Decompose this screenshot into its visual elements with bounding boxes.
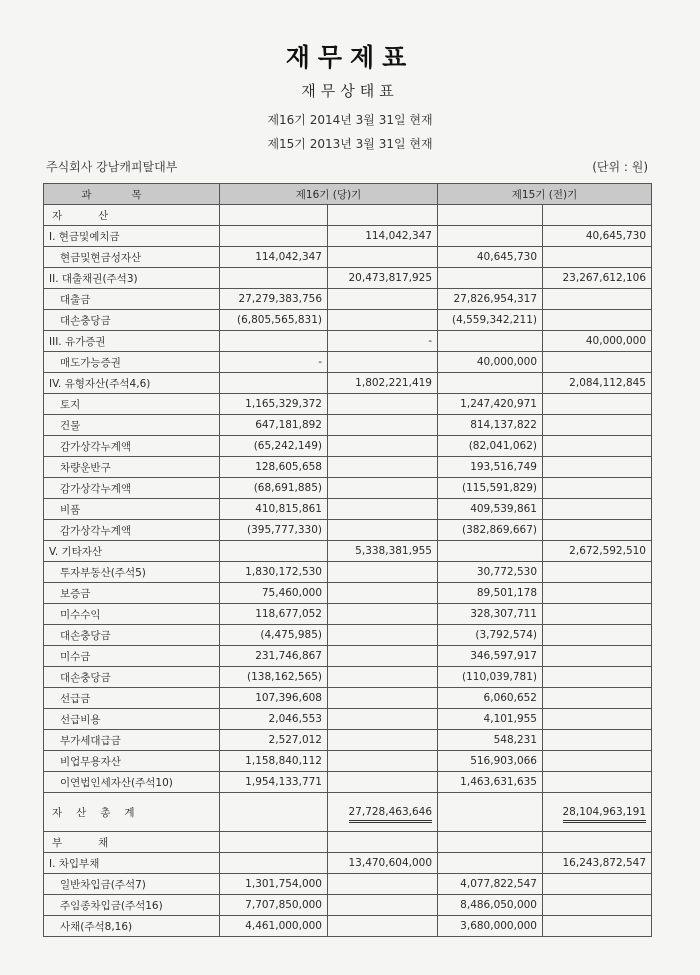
prior-total-cell (543, 667, 652, 688)
prior-detail-cell: 516,903,066 (438, 751, 543, 772)
prior-detail-cell (438, 793, 543, 832)
prior-total-cell (543, 730, 652, 751)
prior-total-cell (543, 520, 652, 541)
current-total-cell (328, 772, 438, 793)
current-total-cell (328, 730, 438, 751)
prior-detail-cell (438, 226, 543, 247)
prior-detail-cell: 193,516,749 (438, 457, 543, 478)
table-row (44, 646, 652, 667)
current-total-cell (328, 709, 438, 730)
prior-detail-cell: 346,597,917 (438, 646, 543, 667)
current-detail-cell: 4,461,000,000 (220, 916, 328, 937)
prior-total-cell (543, 874, 652, 895)
account-cell: I. 차입부채 (44, 853, 220, 874)
account-cell: 대손충당금 (44, 310, 220, 331)
current-detail-cell (220, 373, 328, 394)
current-detail-cell: 231,746,867 (220, 646, 328, 667)
prior-detail-cell (438, 541, 543, 562)
table-row (44, 583, 652, 604)
prior-detail-cell: 40,645,730 (438, 247, 543, 268)
prior-detail-cell: (115,591,829) (438, 478, 543, 499)
table-header-row (44, 184, 652, 205)
current-total-cell (328, 895, 438, 916)
prior-detail-cell: 1,247,420,971 (438, 394, 543, 415)
current-total-cell: 13,470,604,000 (328, 853, 438, 874)
balance-sheet-table (43, 183, 652, 937)
total-row (44, 793, 652, 832)
prior-total-cell (543, 478, 652, 499)
account-cell: 선급비용 (44, 709, 220, 730)
prior-detail-cell: (3,792,574) (438, 625, 543, 646)
table-row (44, 667, 652, 688)
prior-total-cell (543, 499, 652, 520)
current-total-cell (328, 499, 438, 520)
account-cell: 주임종차입금(주석16) (44, 895, 220, 916)
prior-total-cell: 2,672,592,510 (543, 541, 652, 562)
account-cell: 자산총계 (44, 793, 220, 832)
prior-total-cell: 16,243,872,547 (543, 853, 652, 874)
current-total-cell: - (328, 331, 438, 352)
prior-total-cell: 40,645,730 (543, 226, 652, 247)
table-row (44, 268, 652, 289)
prior-total-cell: 23,267,612,106 (543, 268, 652, 289)
current-detail-cell: (395,777,330) (220, 520, 328, 541)
current-total-cell (328, 415, 438, 436)
table-row (44, 895, 652, 916)
prior-detail-cell: 6,060,652 (438, 688, 543, 709)
prior-detail-cell (438, 331, 543, 352)
account-cell: 감가상각누계액 (44, 478, 220, 499)
table-row (44, 874, 652, 895)
account-cell: 보증금 (44, 583, 220, 604)
account-cell: 선급금 (44, 688, 220, 709)
account-cell: 대출금 (44, 289, 220, 310)
prior-total-cell (543, 205, 652, 226)
current-detail-cell: 128,605,658 (220, 457, 328, 478)
account-cell: 매도가능증권 (44, 352, 220, 373)
current-total-cell (328, 625, 438, 646)
current-total-cell (328, 604, 438, 625)
prior-total-cell (543, 625, 652, 646)
current-detail-cell (220, 853, 328, 874)
current-total-cell (328, 751, 438, 772)
current-detail-cell: 647,181,892 (220, 415, 328, 436)
account-cell: III. 유가증권 (44, 331, 220, 352)
current-detail-cell (220, 541, 328, 562)
account-cell: II. 대출채권(주석3) (44, 268, 220, 289)
current-detail-cell (220, 205, 328, 226)
account-cell: 토지 (44, 394, 220, 415)
prior-detail-cell (438, 373, 543, 394)
prior-total-cell (543, 646, 652, 667)
current-total-cell (328, 289, 438, 310)
table-row (44, 415, 652, 436)
prior-total-cell (543, 793, 652, 832)
prior-total-cell: 2,084,112,845 (543, 373, 652, 394)
table-row (44, 373, 652, 394)
account-cell: V. 기타자산 (44, 541, 220, 562)
table-row (44, 730, 652, 751)
table-row (44, 478, 652, 499)
prior-total-cell (543, 457, 652, 478)
current-total-cell (328, 247, 438, 268)
table-row (44, 457, 652, 478)
prior-total-cell (543, 436, 652, 457)
current-total-cell (328, 667, 438, 688)
table-row (44, 499, 652, 520)
current-total-cell (328, 394, 438, 415)
prior-total-cell: 40,000,000 (543, 331, 652, 352)
current-total-cell (328, 874, 438, 895)
prior-total-cell (543, 895, 652, 916)
table-row (44, 436, 652, 457)
prior-detail-cell: 4,077,822,547 (438, 874, 543, 895)
account-cell: 일반차입금(주석7) (44, 874, 220, 895)
current-detail-cell (220, 832, 328, 853)
prior-detail-cell: 1,463,631,635 (438, 772, 543, 793)
current-total-cell (328, 310, 438, 331)
current-detail-cell: 410,815,861 (220, 499, 328, 520)
prior-total-cell (543, 583, 652, 604)
account-cell: 대손충당금 (44, 667, 220, 688)
account-cell: 차량운반구 (44, 457, 220, 478)
current-total-cell (328, 688, 438, 709)
account-cell: 사채(주석8,16) (44, 916, 220, 937)
table-row (44, 331, 652, 352)
current-total-cell (328, 352, 438, 373)
header-account: 과목 (44, 184, 220, 205)
current-total-cell (328, 916, 438, 937)
prior-detail-cell: 409,539,861 (438, 499, 543, 520)
current-total-cell (328, 478, 438, 499)
current-total-cell (328, 583, 438, 604)
table-row (44, 772, 652, 793)
section-row (44, 832, 652, 853)
table-row (44, 289, 652, 310)
account-cell: 비업무용자산 (44, 751, 220, 772)
prior-total-cell (543, 394, 652, 415)
current-detail-cell: (68,691,885) (220, 478, 328, 499)
account-cell: 미수수익 (44, 604, 220, 625)
unit-label: (단위 : 원) (592, 160, 648, 174)
prior-total-cell (543, 310, 652, 331)
account-cell: IV. 유형자산(주석4,6) (44, 373, 220, 394)
current-detail-cell: 2,527,012 (220, 730, 328, 751)
total-value: 28,104,963,191 (563, 806, 647, 823)
prior-total-cell (543, 562, 652, 583)
period-prior: 제15기 2013년 3월 31일 현재 (267, 137, 433, 151)
prior-detail-cell (438, 832, 543, 853)
table-row (44, 916, 652, 937)
prior-total-cell (543, 772, 652, 793)
account-cell: 감가상각누계액 (44, 520, 220, 541)
prior-detail-cell: 89,501,178 (438, 583, 543, 604)
table-row (44, 226, 652, 247)
table-row (44, 709, 652, 730)
current-total-cell (328, 646, 438, 667)
table-row (44, 520, 652, 541)
prior-total-cell (543, 751, 652, 772)
prior-detail-cell: 814,137,822 (438, 415, 543, 436)
current-total-cell (328, 436, 438, 457)
account-cell: 건물 (44, 415, 220, 436)
current-detail-cell: 107,396,608 (220, 688, 328, 709)
current-detail-cell: 1,158,840,112 (220, 751, 328, 772)
prior-total-cell (543, 709, 652, 730)
current-total-cell: 5,338,381,955 (328, 541, 438, 562)
table-row (44, 541, 652, 562)
prior-total-cell (543, 832, 652, 853)
account-cell: I. 현금및예치금 (44, 226, 220, 247)
prior-detail-cell: 40,000,000 (438, 352, 543, 373)
prior-detail-cell: 30,772,530 (438, 562, 543, 583)
company-name: 주식회사 강남캐피탈대부 (46, 160, 178, 174)
prior-detail-cell: (4,559,342,211) (438, 310, 543, 331)
account-cell: 투자부동산(주석5) (44, 562, 220, 583)
prior-detail-cell: 27,826,954,317 (438, 289, 543, 310)
prior-detail-cell (438, 268, 543, 289)
account-cell: 대손충당금 (44, 625, 220, 646)
current-detail-cell: (65,242,149) (220, 436, 328, 457)
account-cell: 비품 (44, 499, 220, 520)
current-detail-cell (220, 226, 328, 247)
account-cell: 이연법인세자산(주석10) (44, 772, 220, 793)
table-row (44, 625, 652, 646)
prior-total-cell (543, 247, 652, 268)
table-row (44, 688, 652, 709)
document-subtitle: 재무상태표 (301, 82, 399, 100)
prior-detail-cell: 548,231 (438, 730, 543, 751)
current-detail-cell: 114,042,347 (220, 247, 328, 268)
account-cell: 미수금 (44, 646, 220, 667)
current-detail-cell: (4,475,985) (220, 625, 328, 646)
current-total-cell: 1,802,221,419 (328, 373, 438, 394)
current-detail-cell (220, 268, 328, 289)
account-cell: 현금및현금성자산 (44, 247, 220, 268)
table-row (44, 853, 652, 874)
current-detail-cell: 27,279,383,756 (220, 289, 328, 310)
total-value: 27,728,463,646 (349, 806, 433, 823)
account-cell: 감가상각누계액 (44, 436, 220, 457)
table-row (44, 562, 652, 583)
account-cell: 자산 (44, 205, 220, 226)
table-row (44, 352, 652, 373)
period-current: 제16기 2014년 3월 31일 현재 (267, 113, 433, 127)
current-detail-cell: (6,805,565,831) (220, 310, 328, 331)
current-detail-cell: (138,162,565) (220, 667, 328, 688)
prior-detail-cell: 4,101,955 (438, 709, 543, 730)
current-detail-cell: - (220, 352, 328, 373)
table-row (44, 310, 652, 331)
current-detail-cell: 7,707,850,000 (220, 895, 328, 916)
table-row (44, 751, 652, 772)
table-row (44, 247, 652, 268)
current-total-cell (328, 520, 438, 541)
table-row (44, 604, 652, 625)
prior-detail-cell: 3,680,000,000 (438, 916, 543, 937)
current-detail-cell (220, 331, 328, 352)
table-row (44, 394, 652, 415)
prior-detail-cell: (110,039,781) (438, 667, 543, 688)
document-title: 재무제표 (285, 43, 415, 72)
prior-detail-cell (438, 205, 543, 226)
current-total-cell: 114,042,347 (328, 226, 438, 247)
current-detail-cell: 2,046,553 (220, 709, 328, 730)
current-total-cell (328, 793, 438, 832)
prior-total-cell (543, 352, 652, 373)
current-total-cell: 20,473,817,925 (328, 268, 438, 289)
prior-total-cell (543, 688, 652, 709)
current-detail-cell (220, 793, 328, 832)
current-detail-cell: 1,954,133,771 (220, 772, 328, 793)
current-detail-cell: 1,165,329,372 (220, 394, 328, 415)
section-row (44, 205, 652, 226)
prior-detail-cell: 8,486,050,000 (438, 895, 543, 916)
prior-total-cell (543, 289, 652, 310)
current-detail-cell: 75,460,000 (220, 583, 328, 604)
prior-detail-cell: (382,869,667) (438, 520, 543, 541)
prior-total-cell (543, 916, 652, 937)
header-current-period: 제16기 (당)기 (220, 184, 438, 205)
prior-total-cell (543, 604, 652, 625)
current-total-cell (328, 562, 438, 583)
current-total-cell (328, 205, 438, 226)
prior-detail-cell: (82,041,062) (438, 436, 543, 457)
current-detail-cell: 118,677,052 (220, 604, 328, 625)
current-detail-cell: 1,830,172,530 (220, 562, 328, 583)
header-prior-period: 제15기 (전)기 (438, 184, 652, 205)
account-cell: 부가세대급금 (44, 730, 220, 751)
prior-detail-cell (438, 853, 543, 874)
prior-total-cell (543, 415, 652, 436)
current-detail-cell: 1,301,754,000 (220, 874, 328, 895)
current-total-cell (328, 457, 438, 478)
prior-detail-cell: 328,307,711 (438, 604, 543, 625)
current-total-cell (328, 832, 438, 853)
account-cell: 부채 (44, 832, 220, 853)
